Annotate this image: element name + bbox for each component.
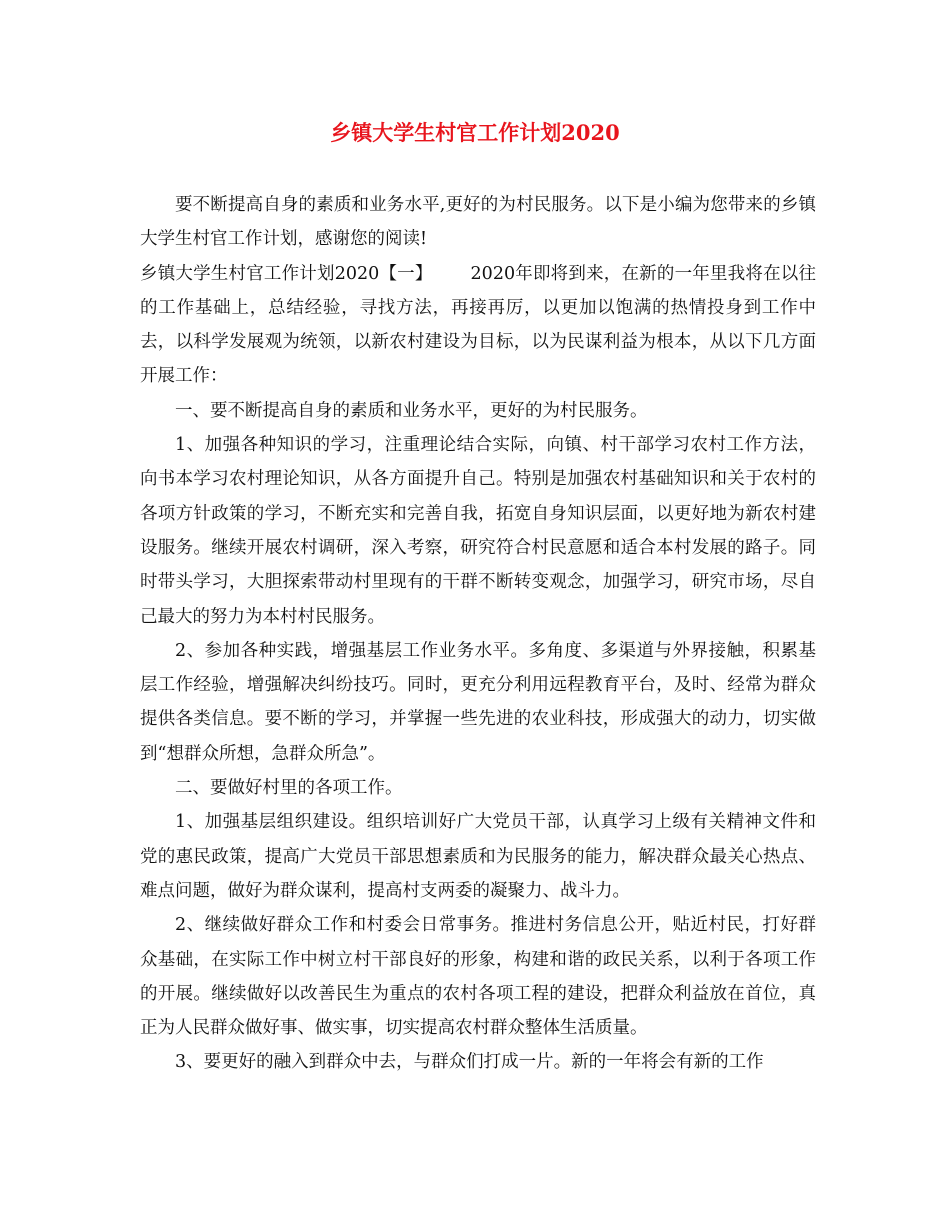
document-body — [140, 188, 816, 1080]
heading-two: 二、要做好村里的各项工作。 — [175, 778, 403, 799]
paragraph-2-2: 2、继续做好群众工作和村委会日常事务。推进村务信息公开，贴近村民，打好群众基础，在实际工作中树立村干部良好的形象，构建和谐的政民关系，以利于各项工作的开展。继续做好以改善民生为重点的农村各项工程的建设，把群众利益放在首位，真正为人民群众做好事、做实事，切实提高农村群众整体生活质量。 — [140, 915, 816, 1039]
paragraph-1-1: 1、加强各种知识的学习，注重理论结合实际，向镇、村干部学习农村工作方法，向书本学习农村理论知识，从各方面提升自己。特别是加强农村基础知识和关于农村的各项方针政策的学习，不断充实和完善自我，拓宽自身知识层面，以更好地为新农村建设服务。继续开展农村调研，深入考察，研究符合村民意愿和适合本村发展的路子。同时带头学习，大胆探索带动村里现有的干群不断转变观念，加强学习，研究市场，尽自己最大的努力为本村村民服务。 — [140, 435, 816, 627]
paragraph-2-3: 3、要更好的融入到群众中去，与群众们打成一片。新的一年将会有新的工作 — [175, 1052, 764, 1073]
paragraph-2-1: 1、加强基层组织建设。组织培训好广大党员干部，认真学习上级有关精神文件和党的惠民政策，提高广大党员干部思想素质和为民服务的能力，解决群众最关心热点、难点问题，做好为群众谋利，提高村支两委的凝聚力、战斗力。 — [140, 812, 816, 901]
paragraph-1-2: 2、参加各种实践，增强基层工作业务水平。多角度、多渠道与外界接触，积累基层工作经验，增强解决纠纷技巧。同时，更充分利用远程教育平台，及时、经常为群众提供各类信息。要不断的学习，并掌握一些先进的农业科技，形成强大的动力，切实做到“想群众所想，急群众所急”。 — [140, 640, 816, 764]
document-title: 乡镇大学生村官工作计划2020 — [330, 120, 620, 145]
section-lead: 2020年即将到来，在新的一年里我将在以往的工作基础上，总结经验，寻找方法，再接再厉，以更加以饱满的热情投身到工作中去，以科学发展观为统领，以新农村建设为目标，以为民谋利益为根本，从以下几方面开展工作： — [140, 263, 816, 387]
section-one-paragraph — [140, 257, 816, 394]
heading-one: 一、要不断提高自身的素质和业务水平，更好的为村民服务。 — [175, 400, 648, 421]
section-heading: 乡镇大学生村官工作计划2020【一】 — [140, 263, 433, 284]
intro-paragraph: 要不断提高自身的素质和业务水平,更好的为村民服务。以下是小编为您带来的乡镇大学生村官工作计划，感谢您的阅读! — [140, 195, 816, 250]
